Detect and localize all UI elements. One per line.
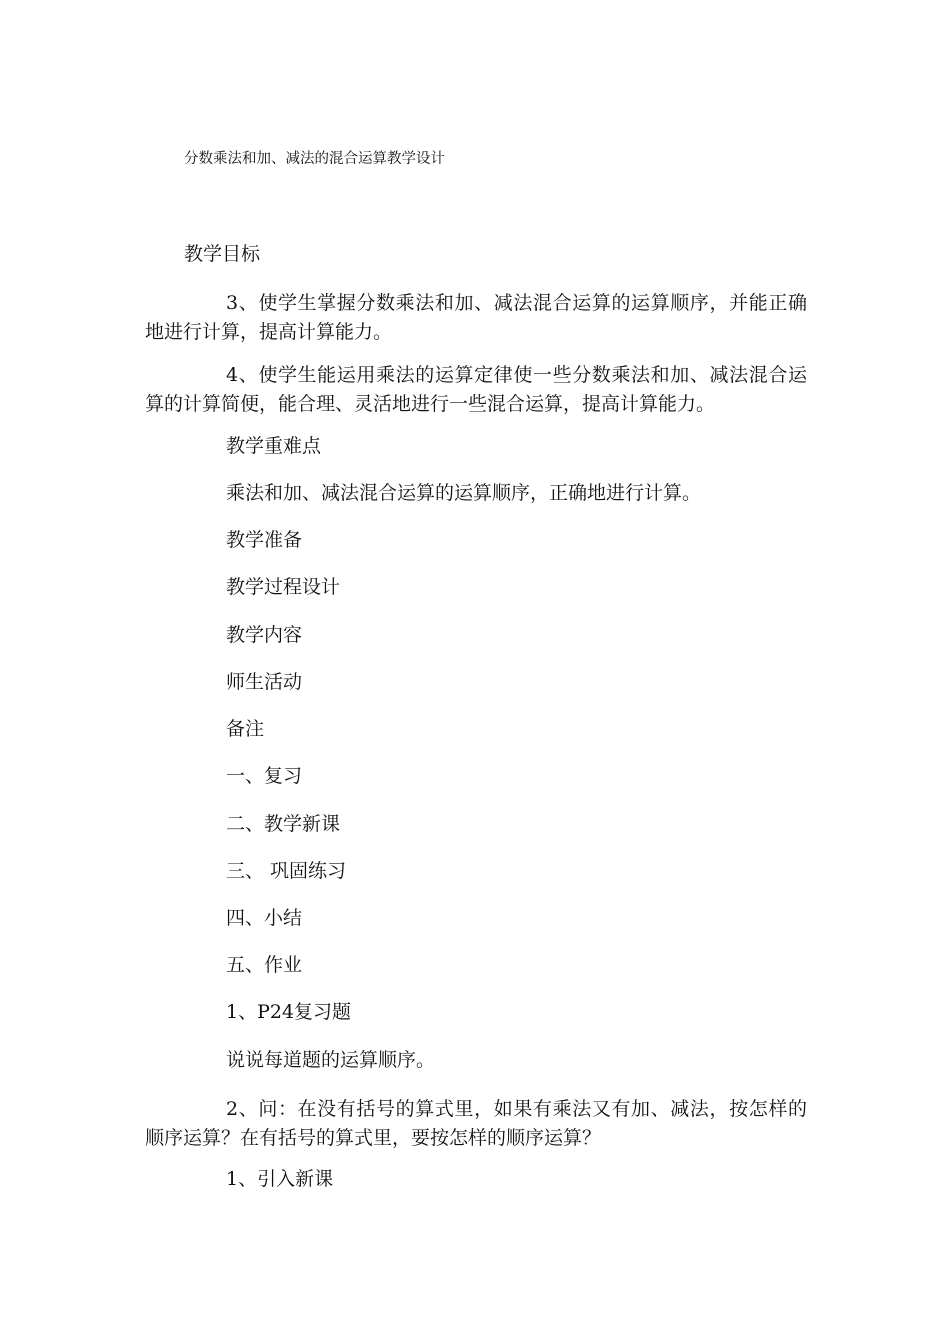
preparation-heading: 教学准备 [226,529,303,551]
review-item-2-paragraph: 2、问：在没有括号的算式里，如果有乘法又有加、减法，按怎样的顺序运算？在有括号的算式里，要按怎样的顺序运算？ [145,1098,807,1149]
process-heading: 教学过程设计 [226,576,341,598]
objective-3-paragraph: 3、使学生掌握分数乘法和加、减法混合运算的运算顺序，并能正确地进行计算，提高计算能力。 [145,292,807,343]
content-label: 教学内容 [226,624,303,646]
objective-4-paragraph: 4、使学生能运用乘法的运算定律使一些分数乘法和加、减法混合运算的计算简便，能合理、灵活地进行一些混合运算，提高计算能力。 [145,364,807,415]
objectives-heading: 教学目标 [184,243,261,265]
step-homework: 五、作业 [226,954,303,976]
step-practice: 三、 巩固练习 [226,860,347,882]
new-lesson-item-1: 1、引入新课 [226,1168,334,1190]
notes-label: 备注 [226,718,265,740]
review-item-1-sub: 说说每道题的运算顺序。 [226,1049,436,1071]
key-points-heading: 教学重难点 [226,435,322,457]
document-title: 分数乘法和加、减法的混合运算教学设计 [184,151,445,167]
key-points-text: 乘法和加、减法混合运算的运算顺序，正确地进行计算。 [226,482,702,504]
step-summary: 四、小结 [226,907,303,929]
review-item-1: 1、P24复习题 [226,1001,352,1023]
step-review: 一、复习 [226,765,303,787]
activity-label: 师生活动 [226,671,303,693]
step-new-lesson: 二、教学新课 [226,813,341,835]
